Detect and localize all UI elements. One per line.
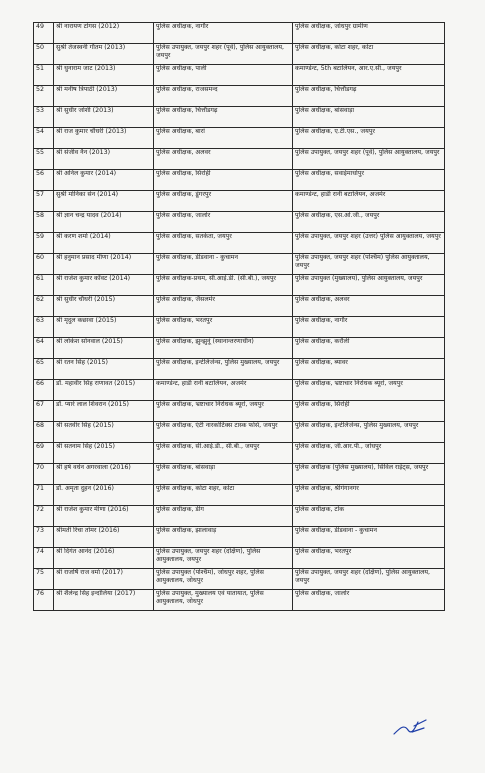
serial-number-cell: 65 [34, 359, 54, 380]
serial-number-cell: 51 [34, 65, 54, 86]
transfer-table [33, 22, 445, 611]
current-posting-cell: पुलिस उपायुक्त, मुख्यालय एवं यातायात, पुलिस आयुक्तालय, जोधपुर [154, 590, 293, 611]
serial-number-cell: 61 [34, 275, 54, 296]
officer-name-cell: श्री नारायण टोगस (2012) [54, 23, 154, 44]
new-posting-cell: पुलिस उपायुक्त, जयपुर शहर (पश्चिम) पुलिस आयुक्तालय, जयपुर [293, 254, 445, 275]
table-row [34, 527, 445, 548]
new-posting-cell: पुलिस अधीक्षक, ब्यावर [293, 359, 445, 380]
table-row [34, 86, 445, 107]
serial-number-cell: 56 [34, 170, 54, 191]
serial-number-cell: 49 [34, 23, 54, 44]
new-posting-cell: पुलिस अधीक्षक, करौली [293, 338, 445, 359]
current-posting-cell: पुलिस अधीक्षक, सी.आई.डी., सी.बी., जयपुर [154, 443, 293, 464]
table-row [34, 212, 445, 233]
officer-name-cell: श्री धुनाराम जाट (2013) [54, 65, 154, 86]
current-posting-cell: पुलिस अधीक्षक, राजसमन्द [154, 86, 293, 107]
officer-name-cell: सुश्री तेजस्वनी गौतम (2013) [54, 44, 154, 65]
new-posting-cell: पुलिस अधीक्षक, टोंक [293, 506, 445, 527]
current-posting-cell: पुलिस उपायुक्त, जयपुर शहर (दक्षिण), पुलिस आयुक्तालय, जयपुर [154, 548, 293, 569]
officer-name-cell: श्री रतन सिंह (2015) [54, 359, 154, 380]
new-posting-cell: पुलिस उपायुक्त, जयपुर शहर (उत्तर) पुलिस आयुक्तालय, जयपुर [293, 233, 445, 254]
officer-name-cell: डॉ. प्यारे लाल शिवरान (2015) [54, 401, 154, 422]
officer-name-cell: श्री दिगंत आनंद (2016) [54, 548, 154, 569]
officer-name-cell: श्री ज्ञान चन्द्र यादव (2014) [54, 212, 154, 233]
current-posting-cell: पुलिस उपायुक्त, जयपुर शहर (पूर्व), पुलिस आयुक्तालय, जयपुर [154, 44, 293, 65]
new-posting-cell: पुलिस अधीक्षक, चित्तौडगढ़ [293, 86, 445, 107]
new-posting-cell: कमाण्डेन्ट, हाडी रानी बटालियन, अजमेर [293, 191, 445, 212]
table-row [34, 149, 445, 170]
serial-number-cell: 52 [34, 86, 54, 107]
current-posting-cell: पुलिस उपायुक्त (पश्चिम), जोधपुर शहर, पुलिस आयुक्तालय, जोधपुर [154, 569, 293, 590]
current-posting-cell: पुलिस अधीक्षक, जालोर [154, 212, 293, 233]
officer-name-cell: डॉ. अमृता दुहन (2016) [54, 485, 154, 506]
officer-name-cell: श्री राजेश कुमार मीणा (2016) [54, 506, 154, 527]
current-posting-cell: पुलिस अधीक्षक, जैसलमेर [154, 296, 293, 317]
officer-name-cell: श्री राज कुमार चौधरी (2013) [54, 128, 154, 149]
current-posting-cell: पुलिस अधीक्षक, नागौर [154, 23, 293, 44]
table-row [34, 107, 445, 128]
serial-number-cell: 53 [34, 107, 54, 128]
current-posting-cell: पुलिस अधीक्षक, कोटा शहर, कोटा [154, 485, 293, 506]
serial-number-cell: 70 [34, 464, 54, 485]
officer-name-cell: श्री सुधीर जोशी (2013) [54, 107, 154, 128]
serial-number-cell: 54 [34, 128, 54, 149]
serial-number-cell: 69 [34, 443, 54, 464]
officer-name-cell: डॉ. महावीर सिंह राणावत (2015) [54, 380, 154, 401]
new-posting-cell: पुलिस अधीक्षक, श्रीगंगानगर [293, 485, 445, 506]
current-posting-cell: पुलिस अधीक्षक-प्रथम, सी.आई.डी. (सी.बी.), जयपुर [154, 275, 293, 296]
current-posting-cell: पुलिस अधीक्षक, चित्तौडगढ़ [154, 107, 293, 128]
new-posting-cell: पुलिस अधीक्षक, इन्टेलिजेन्स, पुलिस मुख्यालय, जयपुर [293, 422, 445, 443]
table-row [34, 590, 445, 611]
serial-number-cell: 76 [34, 590, 54, 611]
current-posting-cell: पुलिस अधीक्षक, सिरोही [154, 170, 293, 191]
new-posting-cell: पुलिस उपायुक्त (मुख्यालय), पुलिस आयुक्तालय, जयपुर [293, 275, 445, 296]
serial-number-cell: 62 [34, 296, 54, 317]
new-posting-cell: पुलिस अधीक्षक, जोधपुर ग्रामीण [293, 23, 445, 44]
transfer-table-body [34, 23, 445, 611]
serial-number-cell: 50 [34, 44, 54, 65]
table-row [34, 338, 445, 359]
serial-number-cell: 59 [34, 233, 54, 254]
current-posting-cell: पुलिस अधीक्षक, डूंगरपुर [154, 191, 293, 212]
new-posting-cell: पुलिस अधीक्षक, जी.आर.पी., जोधपुर [293, 443, 445, 464]
table-row [34, 359, 445, 380]
current-posting-cell: पुलिस अधीक्षक, भरतपुर [154, 317, 293, 338]
new-posting-cell: पुलिस अधीक्षक, डीडवाना - कुचामन [293, 527, 445, 548]
table-row [34, 233, 445, 254]
table-row [34, 380, 445, 401]
new-posting-cell: पुलिस अधीक्षक (पुलिस मुख्यालय), सिविल राईट्स, जयपुर [293, 464, 445, 485]
serial-number-cell: 67 [34, 401, 54, 422]
current-posting-cell: पुलिस अधीक्षक, झुन्झुनूं (स्थानान्तरणाधीन) [154, 338, 293, 359]
table-row [34, 191, 445, 212]
table-row [34, 23, 445, 44]
new-posting-cell: पुलिस अधीक्षक, बांसवाड़ा [293, 107, 445, 128]
serial-number-cell: 57 [34, 191, 54, 212]
serial-number-cell: 60 [34, 254, 54, 275]
new-posting-cell: पुलिस उपायुक्त, जयपुर शहर (पूर्व), पुलिस आयुक्तालय, जयपुर [293, 149, 445, 170]
table-row [34, 506, 445, 527]
officer-name-cell: श्री लोकेश सोनवाल (2015) [54, 338, 154, 359]
officer-name-cell: श्रीमती रिचा तोमर (2016) [54, 527, 154, 548]
new-posting-cell: कमाण्डेन्ट, 5th बटालियन, आर.ए.सी., जयपुर [293, 65, 445, 86]
table-row [34, 464, 445, 485]
table-row [34, 254, 445, 275]
current-posting-cell: पुलिस अधीक्षक, बारां [154, 128, 293, 149]
serial-number-cell: 75 [34, 569, 54, 590]
current-posting-cell: पुलिस अधीक्षक, अलवर [154, 149, 293, 170]
serial-number-cell: 68 [34, 422, 54, 443]
table-row [34, 65, 445, 86]
officer-name-cell: श्री मनीष त्रिपाठी (2013) [54, 86, 154, 107]
officer-name-cell: श्री सतवीर सिंह (2015) [54, 422, 154, 443]
table-row [34, 44, 445, 65]
officer-name-cell: सुश्री मोनिका सेन (2014) [54, 191, 154, 212]
serial-number-cell: 63 [34, 317, 54, 338]
current-posting-cell: पुलिस अधीक्षक, भ्रष्टाचार निरोधक ब्यूरो, जयपुर [154, 401, 293, 422]
new-posting-cell: पुलिस अधीक्षक, कोटा शहर, कोटा [293, 44, 445, 65]
signature-mark [392, 716, 430, 738]
officer-name-cell: श्री हनुमान प्रसाद मीणा (2014) [54, 254, 154, 275]
current-posting-cell: पुलिस अधीक्षक, बांसवाड़ा [154, 464, 293, 485]
current-posting-cell: पुलिस अधीक्षक, एंटी नारकोटिक्स टास्क फोर्स, जयपुर [154, 422, 293, 443]
serial-number-cell: 58 [34, 212, 54, 233]
table-row [34, 296, 445, 317]
serial-number-cell: 74 [34, 548, 54, 569]
table-row [34, 170, 445, 191]
table-row [34, 128, 445, 149]
current-posting-cell: पुलिस अधीक्षक, डीग [154, 506, 293, 527]
table-row [34, 422, 445, 443]
officer-name-cell: श्री अनिल कुमार (2014) [54, 170, 154, 191]
table-row [34, 569, 445, 590]
table-row [34, 443, 445, 464]
serial-number-cell: 73 [34, 527, 54, 548]
officer-name-cell: श्री शैलेन्द्र सिंह इन्दोलिया (2017) [54, 590, 154, 611]
current-posting-cell: पुलिस अधीक्षक, पाली [154, 65, 293, 86]
table-row [34, 317, 445, 338]
officer-name-cell: श्री सतनाम सिंह (2015) [54, 443, 154, 464]
new-posting-cell: पुलिस अधीक्षक, भरतपुर [293, 548, 445, 569]
current-posting-cell: पुलिस अधीक्षक, झालावाड़ [154, 527, 293, 548]
officer-name-cell: श्री राजेश कुमार कॉवट (2014) [54, 275, 154, 296]
serial-number-cell: 66 [34, 380, 54, 401]
current-posting-cell: पुलिस अधीक्षक, सतर्कता, जयपुर [154, 233, 293, 254]
table-row [34, 275, 445, 296]
new-posting-cell: पुलिस अधीक्षक, एस.ओ.जी., जयपुर [293, 212, 445, 233]
officer-name-cell: श्री हर्ष वर्धन अगरवाला (2016) [54, 464, 154, 485]
new-posting-cell: पुलिस अधीक्षक, अलवर [293, 296, 445, 317]
table-row [34, 485, 445, 506]
new-posting-cell: पुलिस अधीक्षक, ए.टी.एस., जयपुर [293, 128, 445, 149]
new-posting-cell: पुलिस उपायुक्त, जयपुर शहर (दक्षिण), पुलिस आयुक्तालय, जयपुर [293, 569, 445, 590]
new-posting-cell: पुलिस अधीक्षक, सवाईमाधोपुर [293, 170, 445, 191]
new-posting-cell: पुलिस अधीक्षक, भ्रष्टाचार निरोधक ब्यूरो, जयपुर [293, 380, 445, 401]
current-posting-cell: कमाण्डेन्ट, हाडी रानी बटालियन, अजमेर [154, 380, 293, 401]
table-row [34, 401, 445, 422]
table-row [34, 548, 445, 569]
officer-name-cell: श्री राजर्षि राज वर्मा (2017) [54, 569, 154, 590]
officer-name-cell: श्री सुधीर चौधरी (2015) [54, 296, 154, 317]
serial-number-cell: 71 [34, 485, 54, 506]
serial-number-cell: 72 [34, 506, 54, 527]
current-posting-cell: पुलिस अधीक्षक, डीडवाना - कुचामन [154, 254, 293, 275]
officer-name-cell: श्री मृदुल कछावा (2015) [54, 317, 154, 338]
officer-name-cell: श्री संजीव नैन (2013) [54, 149, 154, 170]
new-posting-cell: पुलिस अधीक्षक, जालोर [293, 590, 445, 611]
officer-name-cell: श्री करण शर्मा (2014) [54, 233, 154, 254]
current-posting-cell: पुलिस अधीक्षक, इन्टेलिजेन्स, पुलिस मुख्यालय, जयपुर [154, 359, 293, 380]
serial-number-cell: 64 [34, 338, 54, 359]
new-posting-cell: पुलिस अधीक्षक, नागौर [293, 317, 445, 338]
new-posting-cell: पुलिस अधीक्षक, सिरोही [293, 401, 445, 422]
serial-number-cell: 55 [34, 149, 54, 170]
